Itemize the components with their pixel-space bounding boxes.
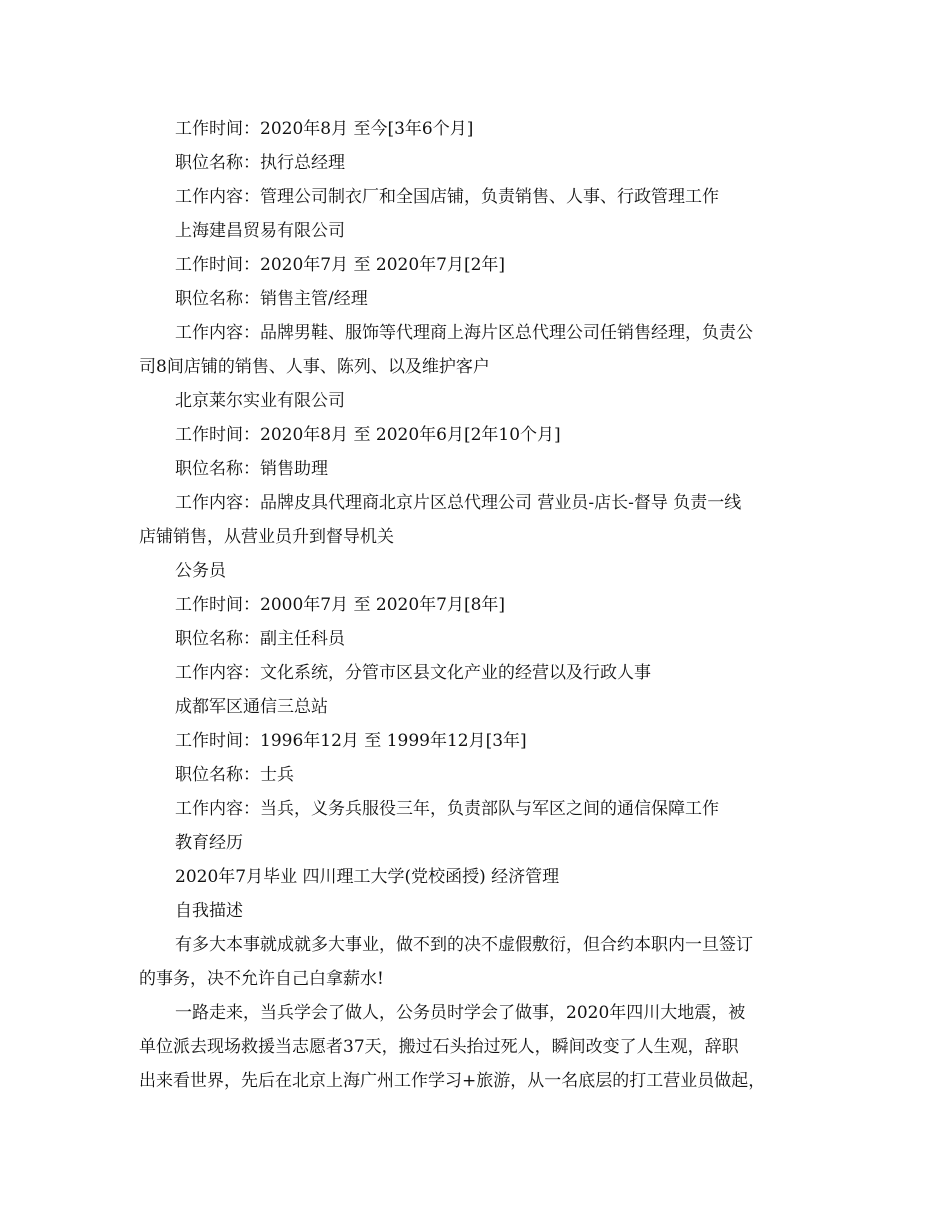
text-line: 单位派去现场救援当志愿者37天，搬过石头抬过死人，瞬间改变了人生观，辞职 — [139, 1037, 739, 1057]
text-line: 司8间店铺的销售、人事、陈列、以及维护客户 — [139, 357, 490, 377]
text-line: 工作时间：2020年8月 至今[3年6个月] — [175, 119, 474, 139]
text-line: 职位名称：销售助理 — [175, 459, 328, 479]
text-line: 工作时间：2000年7月 至 2020年7月[8年] — [175, 595, 506, 615]
text-line: 上海建昌贸易有限公司 — [175, 221, 345, 241]
text-line: 职位名称：执行总经理 — [175, 153, 345, 173]
text-line: 工作内容：当兵，义务兵服役三年，负责部队与军区之间的通信保障工作 — [175, 799, 719, 819]
text-line: 北京莱尔实业有限公司 — [175, 391, 345, 411]
text-line: 职位名称：副主任科员 — [175, 629, 345, 649]
document-body — [139, 112, 819, 1098]
text-line: 职位名称：士兵 — [175, 765, 294, 785]
text-line: 公务员 — [175, 561, 226, 581]
text-line: 出来看世界，先后在北京上海广州工作学习+旅游，从一名底层的打工营业员做起， — [139, 1071, 766, 1091]
text-line: 店铺销售，从营业员升到督导机关 — [139, 527, 394, 547]
text-line: 工作内容：品牌皮具代理商北京片区总代理公司 营业员-店长-督导 负责一线 — [175, 493, 742, 513]
text-line: 教育经历 — [175, 833, 243, 853]
text-line: 的事务，决不允许自己白拿薪水! — [139, 969, 384, 989]
text-line: 工作时间：2020年8月 至 2020年6月[2年10个月] — [175, 425, 561, 445]
text-line: 一路走来，当兵学会了做人，公务员时学会了做事，2020年四川大地震，被 — [175, 1003, 746, 1023]
text-line: 成都军区通信三总站 — [175, 697, 328, 717]
text-line: 有多大本事就成就多大事业，做不到的决不虚假敷衍，但合约本职内一旦签订 — [175, 935, 753, 955]
text-line: 工作时间：2020年7月 至 2020年7月[2年] — [175, 255, 506, 275]
text-line: 工作时间：1996年12月 至 1999年12月[3年] — [175, 731, 527, 751]
text-line: 2020年7月毕业 四川理工大学(党校函授) 经济管理 — [175, 867, 560, 887]
text-line: 职位名称：销售主管/经理 — [175, 289, 368, 309]
text-line: 工作内容：文化系统，分管市区县文化产业的经营以及行政人事 — [175, 663, 651, 683]
text-line: 工作内容：管理公司制衣厂和全国店铺，负责销售、人事、行政管理工作 — [175, 187, 719, 207]
text-line: 自我描述 — [175, 901, 243, 921]
text-line: 工作内容：品牌男鞋、服饰等代理商上海片区总代理公司任销售经理，负责公 — [175, 323, 753, 343]
